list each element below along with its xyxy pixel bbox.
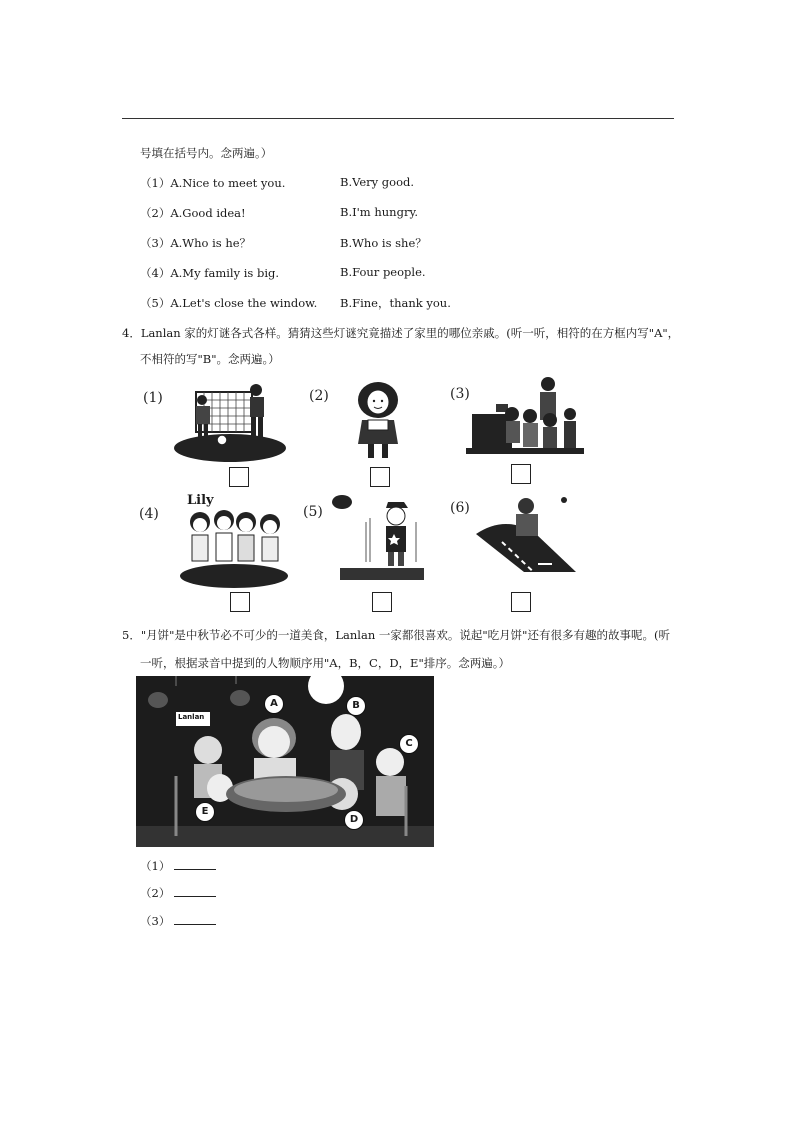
- picture-label-5: (5): [303, 504, 323, 520]
- section5-instruction-line1: 5．"月饼"是中秋节必不可少的一道美食，Lanlan 一家都很喜欢。说起"吃月饼"还有很多有趣的故事呢。(听: [122, 628, 670, 642]
- marker-a: A: [264, 694, 284, 714]
- marker-b: B: [346, 696, 366, 716]
- picture-family-dinner: [136, 676, 434, 847]
- answer-number: （3）: [140, 914, 171, 928]
- picture-label-4: (4): [139, 506, 159, 522]
- marker-e: E: [195, 802, 215, 822]
- option-b: B.Fine，thank you.: [340, 296, 451, 310]
- section5-instruction-line2: 一听，根据录音中提到的人物顺序用"A，B，C，D，E"排序。念两遍。）: [140, 656, 510, 670]
- picture-group-teacher: [466, 374, 584, 464]
- picture-boy-garden: [330, 492, 426, 584]
- picture-soccer-kids: [172, 378, 288, 464]
- picture-label-3: (3): [450, 386, 470, 402]
- option-a: A.Good idea!: [170, 206, 246, 220]
- option-a: A.My family is big.: [170, 266, 280, 280]
- marker-d: D: [344, 810, 364, 830]
- answer-line-3: [140, 913, 216, 929]
- section3-instruction-tail: 号填在括号内。念两遍。）: [140, 146, 273, 160]
- section4-instruction-line2: 不相符的写"B"。念两遍。）: [140, 352, 280, 366]
- answer-blank-3[interactable]: [174, 914, 216, 925]
- answer-box-3[interactable]: [511, 464, 531, 484]
- option-a: A.Nice to meet you.: [170, 176, 286, 190]
- picture-label-6: (6): [450, 500, 470, 516]
- section4-instruction-line1: 4．Lanlan 家的灯谜各式各样。猜猜这些灯谜究竟描述了家里的哪位亲戚。(听一听，相符的在方框内写"A"，: [122, 326, 680, 340]
- answer-blank-2[interactable]: [174, 886, 216, 897]
- option-b: B.Four people.: [340, 265, 426, 279]
- header-rule: [122, 118, 674, 119]
- picture-curly-girl: [348, 380, 408, 462]
- picture-label-2: (2): [309, 388, 329, 404]
- answer-line-2: [140, 885, 216, 901]
- answer-box-6[interactable]: [511, 592, 531, 612]
- answer-number: （2）: [140, 886, 171, 900]
- answer-box-1[interactable]: [229, 467, 249, 487]
- option-b: B.I'm hungry.: [340, 205, 419, 219]
- answer-box-4[interactable]: [230, 592, 250, 612]
- picture-lily-friends: [178, 508, 290, 588]
- lanlan-sign: Lanlan: [178, 713, 205, 721]
- answer-box-2[interactable]: [370, 467, 390, 487]
- option-b: B.Very good.: [340, 175, 415, 189]
- item-number: （1）: [140, 176, 171, 190]
- item-number: （5）: [140, 296, 171, 310]
- picture-label-1: (1): [143, 390, 163, 406]
- lily-caption: Lily: [187, 493, 214, 508]
- answer-blank-1[interactable]: [174, 859, 216, 870]
- option-b: B.Who is she？: [340, 236, 427, 250]
- picture-man-on-road: [472, 494, 576, 586]
- item-number: （2）: [140, 206, 171, 220]
- option-a: A.Let's close the window.: [170, 296, 318, 310]
- item-number: （4）: [140, 266, 171, 280]
- marker-c: C: [399, 734, 419, 754]
- option-a: A.Who is he？: [170, 236, 252, 250]
- answer-box-5[interactable]: [372, 592, 392, 612]
- item-number: （3）: [140, 236, 171, 250]
- answer-number: （1）: [140, 859, 171, 873]
- answer-line-1: [140, 858, 216, 874]
